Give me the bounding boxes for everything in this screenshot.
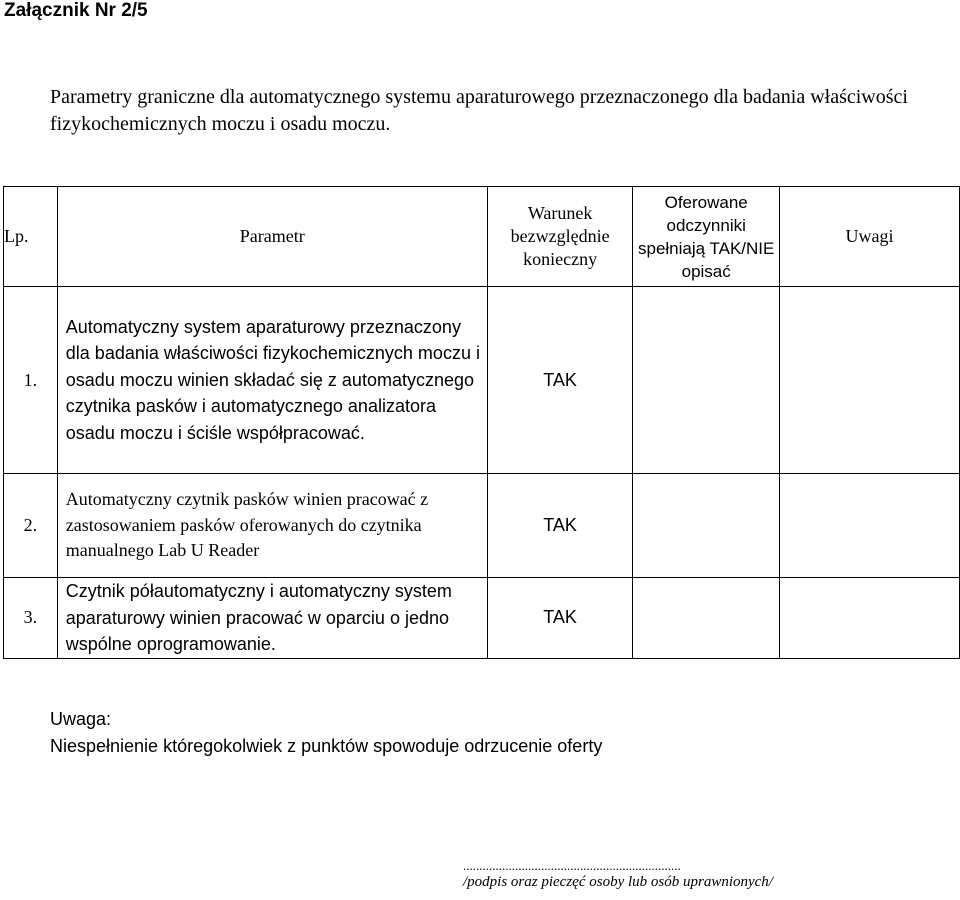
signature-line: ................................................................... — [463, 858, 681, 873]
row-notes-cell[interactable] — [779, 474, 959, 578]
row-offered-cell[interactable] — [633, 287, 780, 474]
row-lp: 1. — [4, 287, 58, 474]
row-parameter: Automatyczny system aparaturowy przeznaczony dla badania właściwości fizykochemicznych moczu i osadu moczu winien składać się z automatycznego czytnika pasków i automatycznego analizatora osadu moczu i ściśle współpracować. — [57, 287, 487, 474]
parameters-table — [3, 186, 960, 659]
row-offered-cell[interactable] — [633, 578, 780, 659]
header-parameter: Parametr — [57, 187, 487, 287]
row-offered-cell[interactable] — [633, 474, 780, 578]
note-text: Niespełnienie któregokolwiek z punktów spowoduje odrzucenie oferty — [50, 736, 603, 756]
document-heading: Załącznik Nr 2/5 — [4, 0, 148, 21]
row-parameter: Czytnik półautomatyczny i automatyczny system aparaturowy winien pracować w oparciu o jedno wspólne oprogramowanie. — [57, 578, 487, 659]
note-label: Uwaga: — [50, 709, 112, 729]
row-lp: 2. — [4, 474, 58, 578]
header-notes: Uwagi — [779, 187, 959, 287]
header-required: Warunek bezwzględnie konieczny — [487, 187, 633, 287]
header-offered: Oferowane odczynniki spełniają TAK/NIE opisać — [633, 187, 780, 287]
row-required: TAK — [487, 474, 633, 578]
table-row — [4, 287, 960, 474]
row-required: TAK — [487, 287, 633, 474]
row-notes-cell[interactable] — [779, 287, 959, 474]
signature-label: /podpis oraz pieczęć osoby lub osób uprawnionych/ — [463, 874, 773, 890]
row-required: TAK — [487, 578, 633, 659]
row-notes-cell[interactable] — [779, 578, 959, 659]
table-row — [4, 578, 960, 659]
row-parameter: Automatyczny czytnik pasków winien pracować z zastosowaniem pasków oferowanych do czytnika manualnego Lab U Reader — [57, 474, 487, 578]
header-lp: Lp. — [4, 187, 58, 287]
row-lp: 3. — [4, 578, 58, 659]
table-header-row — [4, 187, 960, 287]
document-intro: Parametry graniczne dla automatycznego systemu aparaturowego przeznaczonego dla badania właściwości fizykochemicznych moczu i osadu moczu. — [50, 86, 908, 135]
table-row — [4, 474, 960, 578]
